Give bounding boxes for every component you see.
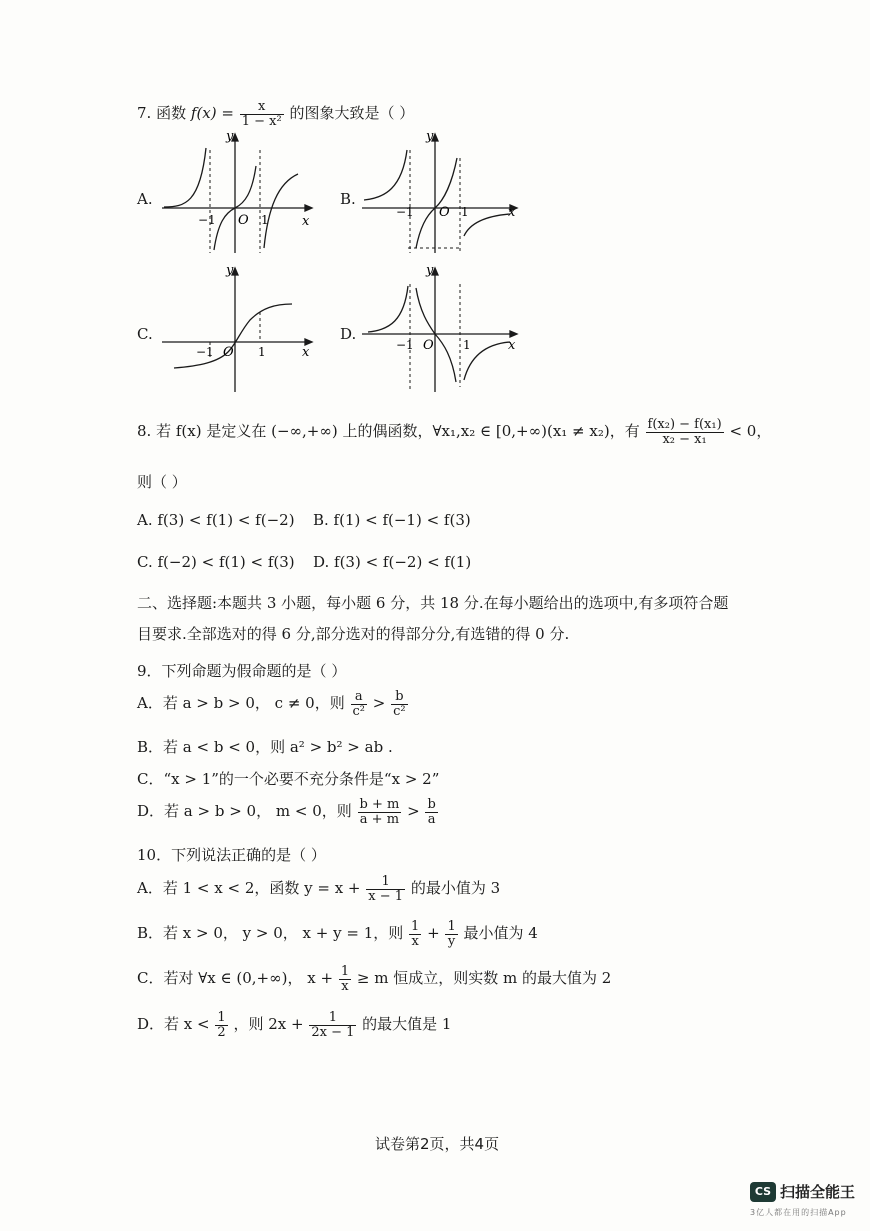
q7-option-d-label[interactable]: D. xyxy=(340,325,357,343)
svg-text:x: x xyxy=(508,338,516,353)
section2-line2: 目要求.全部选对的得 6 分,部分选对的得部分分,有选错的得 0 分. xyxy=(137,625,570,643)
q9-option-d[interactable]: D．若 a > b > 0， m < 0，则 $\frac{b + m}{a + m}$ > $\frac{b}{a}$ xyxy=(137,797,436,827)
q7-option-b-label[interactable]: B. xyxy=(340,190,356,208)
q9-option-b[interactable]: B．若 a < b < 0，则 a² > b² > ab . xyxy=(137,738,393,756)
q8-stem: 8. 若 f(x) 是定义在 (−∞,+∞) 上的偶函数，∀x₁,x₂ ∈ [0,+∞)(x₁ ≠ x₂)，有 $\frac{\text{f(x₂) − f(x₁)}}{\text{x₂ − x₁}}$ < 0， xyxy=(137,417,772,447)
svg-text:y: y xyxy=(226,129,234,144)
svg-text:y: y xyxy=(426,263,434,278)
svg-text:−1: −1 xyxy=(396,338,414,352)
q8-fraction: $\frac{\text{f(x₂) − f(x₁)}}{\text{x₂ − x₁}}$ xyxy=(647,417,722,447)
q10-option-d[interactable]: D．若 x < $\frac{1}{2}$ ，则 2x + $\frac{1}{2x - 1}$ 的最大值是 1 xyxy=(137,1010,452,1040)
camscanner-logo-icon: CS xyxy=(750,1182,776,1202)
svg-text:y: y xyxy=(226,263,234,278)
q7-graph-c[interactable] xyxy=(160,262,320,397)
q8-option-a[interactable]: A. f(3) < f(1) < f(−2) xyxy=(137,511,295,529)
svg-text:O: O xyxy=(223,345,234,360)
page-footer: 试卷第2页，共4页 xyxy=(375,1135,500,1153)
q7-option-a-label[interactable]: A. xyxy=(137,190,153,208)
svg-text:x: x xyxy=(302,214,310,229)
svg-text:−1: −1 xyxy=(196,345,214,359)
q8-then: 则（ ） xyxy=(137,473,187,491)
svg-text:O: O xyxy=(423,338,434,353)
q8-option-b[interactable]: B. f(1) < f(−1) < f(3) xyxy=(313,511,471,529)
svg-text:x: x xyxy=(508,205,516,220)
q8-option-c[interactable]: C. f(−2) < f(1) < f(3) xyxy=(137,553,295,571)
watermark-tagline: 3亿人都在用的扫描App xyxy=(750,1208,847,1217)
q9-option-a[interactable]: A．若 a > b > 0， c ≠ 0，则 $\frac{a}{\text{c²}}$ > $\frac{b}{\text{c²}}$ xyxy=(137,689,406,719)
q9-stem: 9．下列命题为假命题的是（ ） xyxy=(137,662,347,680)
svg-text:O: O xyxy=(439,205,450,220)
watermark-app-name: 扫描全能王 xyxy=(780,1183,856,1201)
svg-text:O: O xyxy=(238,213,249,228)
svg-text:−1: −1 xyxy=(198,213,216,227)
q7-stem: 7. 函数 f(x) = $\frac{x}{\text{1 − x²}}$ 的图象大致是（ ） xyxy=(137,99,415,129)
q7-fraction: $\frac{x}{\text{1 − x²}}$ xyxy=(241,99,282,129)
q10-option-b[interactable]: B．若 x > 0， y > 0， x + y = 1，则 $\frac{1}{x}$ + $\frac{1}{y}$ 最小值为 4 xyxy=(137,919,538,949)
svg-text:1: 1 xyxy=(258,345,266,359)
svg-text:x: x xyxy=(302,345,310,360)
q7-graph-b[interactable] xyxy=(360,128,525,258)
q7-graph-d[interactable] xyxy=(360,262,525,397)
q9-option-c[interactable]: C．“x > 1”的一个必要不充分条件是“x > 2” xyxy=(137,770,440,788)
q10-option-c[interactable]: C．若对 ∀x ∈ (0,+∞)， x + $\frac{1}{x}$ ≥ m 恒成立，则实数 m 的最大值为 2 xyxy=(137,964,612,994)
svg-text:1: 1 xyxy=(261,213,269,227)
q10-stem: 10．下列说法正确的是（ ） xyxy=(137,846,326,864)
q7-option-c-label[interactable]: C. xyxy=(137,325,153,343)
svg-text:1: 1 xyxy=(461,205,469,219)
svg-text:y: y xyxy=(426,129,434,144)
svg-text:1: 1 xyxy=(463,338,471,352)
q10-option-a[interactable]: A．若 1 < x < 2，函数 y = x + $\frac{1}{x - 1}$ 的最小值为 3 xyxy=(137,874,501,904)
q8-option-d[interactable]: D. f(3) < f(−2) < f(1) xyxy=(313,553,472,571)
section2-line1: 二、选择题:本题共 3 小题，每小题 6 分，共 18 分.在每小题给出的选项中,有多项符合题 xyxy=(137,594,729,612)
q7-graph-a[interactable] xyxy=(160,128,320,258)
svg-text:−1: −1 xyxy=(396,205,414,219)
